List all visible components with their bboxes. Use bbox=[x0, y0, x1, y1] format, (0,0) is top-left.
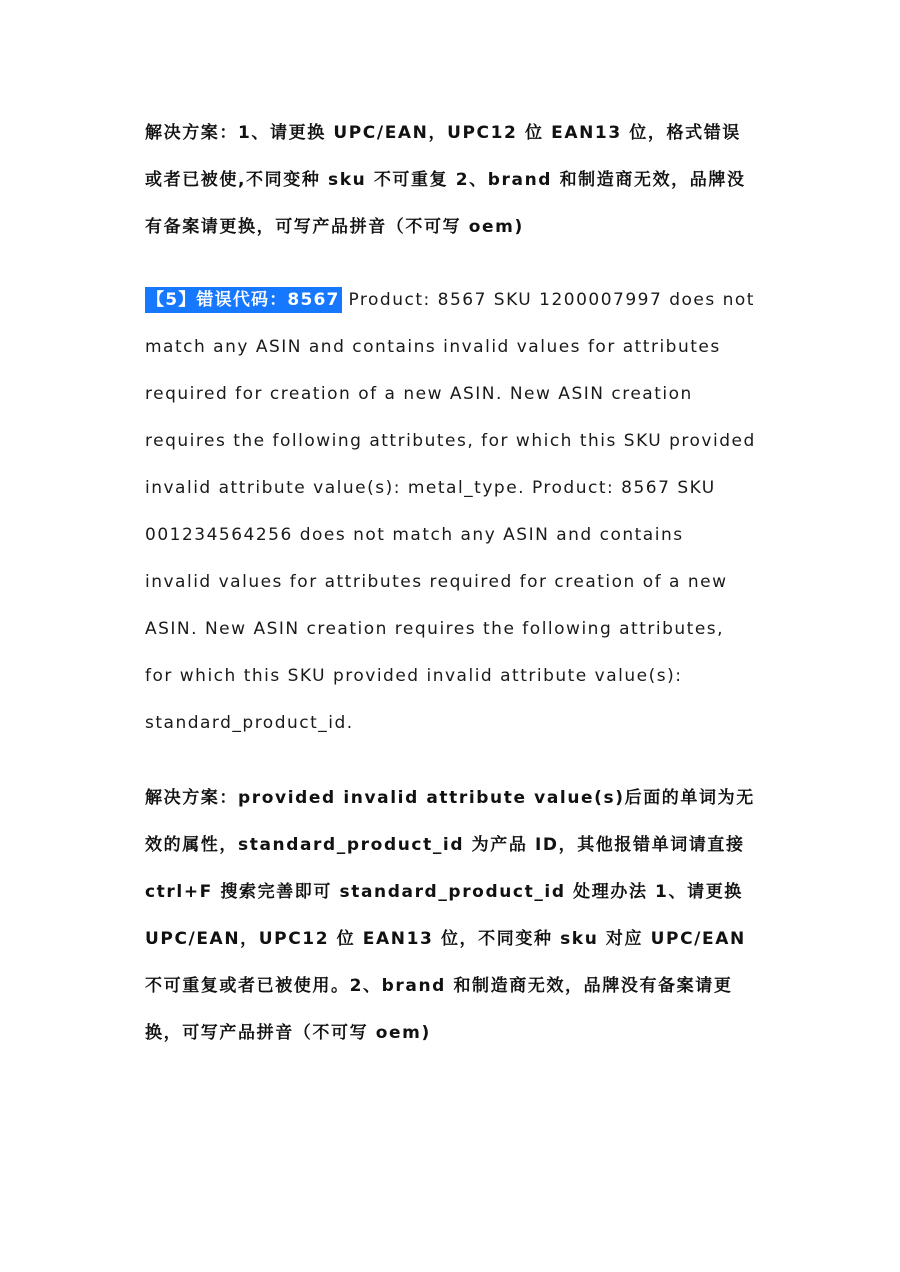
error-code-highlight: 【5】错误代码：8567 bbox=[145, 287, 342, 313]
error-paragraph bbox=[145, 277, 757, 747]
error-message-text: Product: 8567 SKU 1200007997 does not match any ASIN and contains invalid values for attributes required for creation of a new ASIN. New ASIN creation requires the following attributes, for which this SKU provided invalid attribute value(s): metal_type. Product: 8567 SKU 001234564256 does not match any ASIN and contains invalid values for attributes required for creation of a new ASIN. New ASIN creation requires the following attributes, for which this SKU provided invalid attribute value(s): standard_product_id. bbox=[145, 290, 756, 733]
spacer bbox=[145, 747, 757, 775]
solution-paragraph-2: 解决方案：provided invalid attribute value(s)后面的单词为无效的属性，standard_product_id 为产品 ID，其他报错单词请直接 ctrl+F 搜索完善即可 standard_product_id 处理办法 1、请更换 UPC/EAN，UPC12 位 EAN13 位，不同变种 sku 对应 UPC/EAN 不可重复或者已被使用。2、brand 和制造商无效，品牌没有备案请更换，可写产品拼音（不可写 oem) bbox=[145, 788, 755, 1043]
solution-paragraph-1: 解决方案：1、请更换 UPC/EAN，UPC12 位 EAN13 位，格式错误或者已被使,不同变种 sku 不可重复 2、brand 和制造商无效，品牌没有备案请更换，可写产品拼音（不可写 oem) bbox=[145, 123, 746, 237]
spacer bbox=[145, 251, 757, 277]
document-page bbox=[145, 110, 757, 1057]
